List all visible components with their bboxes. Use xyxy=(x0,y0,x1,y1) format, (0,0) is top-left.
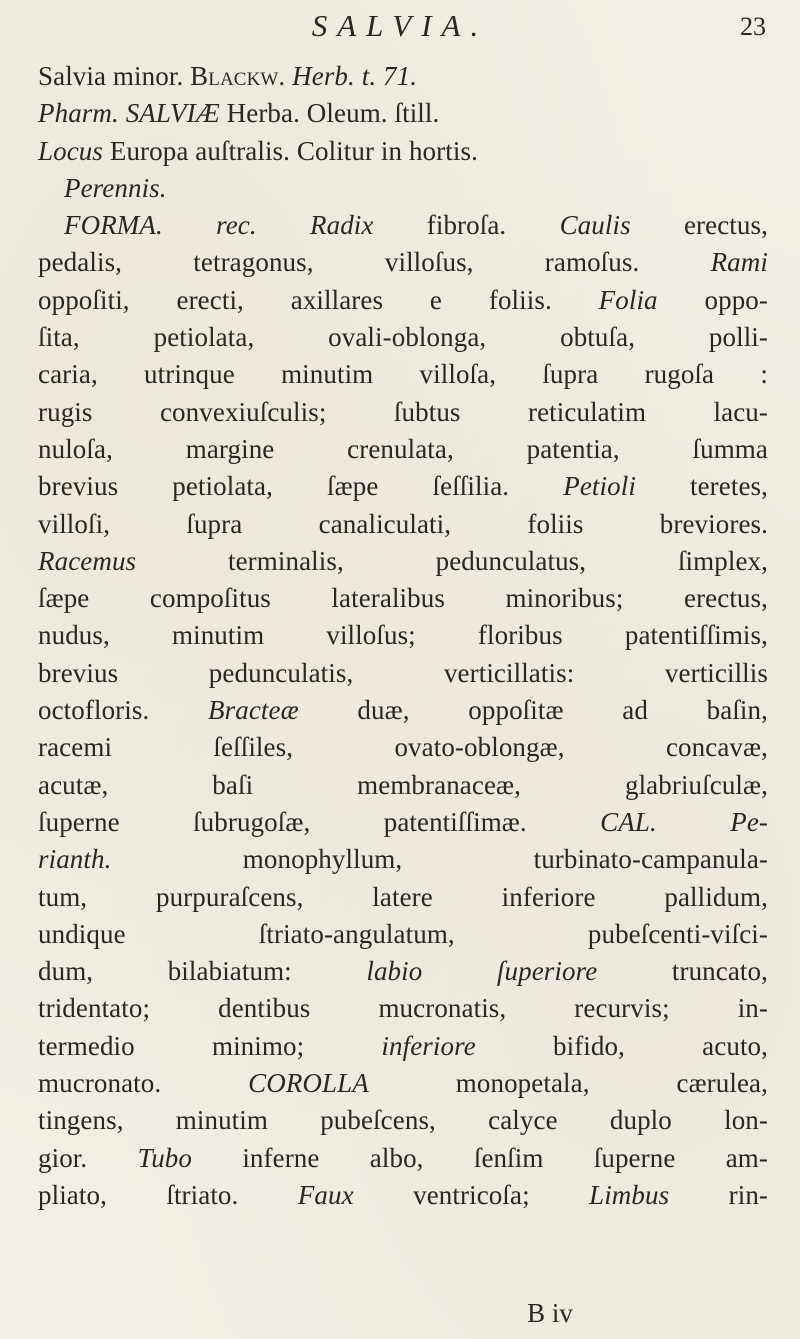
text-line: nudus, minutim villoſus; floribus patentiſſimis, xyxy=(38,620,768,651)
text-line: brevius pedunculatis, verticillatis: verticillis xyxy=(38,657,768,688)
text-line: tum, purpuraſcens, latere inferiore pallidum, xyxy=(38,881,768,912)
text-line: Pharm. SALVIÆ Herba. Oleum. ſtill. xyxy=(38,98,440,129)
text-line: dum, bilabiatum: labio ſuperiore truncato, xyxy=(38,956,768,987)
text-line: caria, utrinque minutim villoſa, ſupra rugoſa : xyxy=(38,359,768,390)
text-line: racemi ſeſſiles, ovato-oblongæ, concavæ, xyxy=(38,732,768,763)
text-line: ſæpe compoſitus lateralibus minoribus; erectus, xyxy=(38,583,768,614)
body-text xyxy=(38,58,768,1214)
text-line: undique ſtriato-angulatum, pubeſcenti-viſci- xyxy=(38,918,768,949)
text-line: tridentato; dentibus mucronatis, recurvis; in- xyxy=(38,993,768,1024)
text-line: mucronato. COROLLA monopetala, cærulea, xyxy=(38,1068,768,1099)
running-title: SALVIA. xyxy=(311,8,489,43)
text-line: gior. Tubo inferne albo, ſenſim ſuperne am- xyxy=(38,1142,768,1173)
text-line: tingens, minutim pubeſcens, calyce duplo lon- xyxy=(38,1105,768,1136)
page-header xyxy=(0,8,800,52)
text-line: termedio minimo; inferiore bifido, acuto, xyxy=(38,1030,768,1061)
text-line: rianth. monophyllum, turbinato-campanula- xyxy=(38,844,768,875)
signature-mark: B iv xyxy=(527,1298,573,1328)
text-line: rugis convexiuſculis; ſubtus reticulatim lacu- xyxy=(38,396,768,427)
text-line: pliato, ſtriato. Faux ventricoſa; Limbus rin- xyxy=(38,1179,769,1210)
text-line: Racemus terminalis, pedunculatus, ſimplex, xyxy=(38,545,768,576)
text-line: Perennis. xyxy=(64,172,167,203)
text-line: villoſi, ſupra canaliculati, foliis breviores. xyxy=(38,508,768,539)
text-line: ſita, petiolata, ovali-oblonga, obtuſa, polli- xyxy=(38,322,768,353)
text-line: ſuperne ſubrugoſæ, patentiſſimæ. CAL. Pe- xyxy=(38,806,768,837)
text-line: nuloſa, margine crenulata, patentia, ſumma xyxy=(38,433,768,464)
page-number: 23 xyxy=(740,12,766,41)
text-line: pedalis, tetragonus, villoſus, ramoſus. Rami xyxy=(38,247,768,278)
text-line: octofloris. Bracteæ duæ, oppoſitæ ad baſin, xyxy=(38,695,768,726)
text-line: FORMA. rec. Radix fibroſa. Caulis erectus, xyxy=(64,210,768,241)
text-line: oppoſiti, erecti, axillares e foliis. Folia oppo- xyxy=(38,284,768,315)
text-line: brevius petiolata, ſæpe ſeſſilia. Petioli teretes, xyxy=(38,471,769,502)
text-line: acutæ, baſi membranaceæ, glabriuſculæ, xyxy=(38,769,768,800)
text-line: Locus Europa auſtralis. Colitur in hortis. xyxy=(38,135,478,166)
text-line: Salvia minor. Blackw. Herb. t. 71. xyxy=(38,61,418,91)
